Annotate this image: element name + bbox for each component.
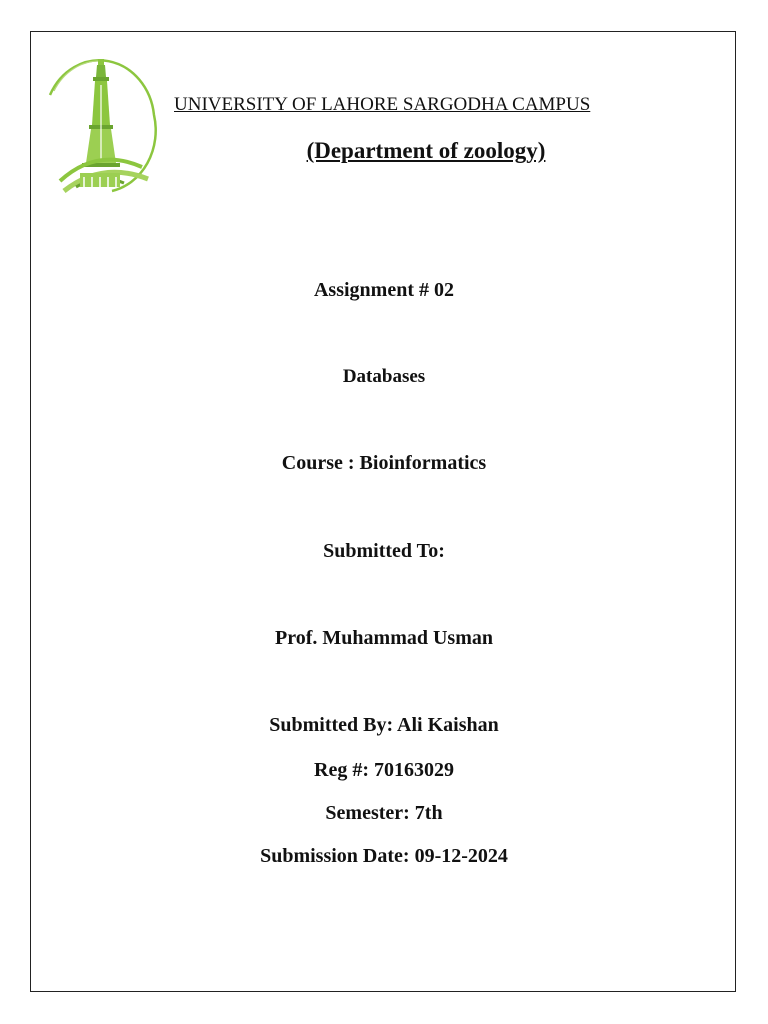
assignment-number: Assignment # 02 (313, 279, 454, 301)
submitted-to-name: Prof. Muhammad Usman (275, 627, 493, 649)
department-title: (Department of zoology) (306, 138, 546, 163)
university-logo (42, 55, 162, 195)
submitted-by: Submitted By: Ali Kaishan (269, 714, 499, 736)
minar-tower-logo-icon (42, 55, 162, 195)
submission-date: Submission Date: 09-12-2024 (260, 845, 508, 867)
submitted-to-label: Submitted To: (323, 540, 445, 562)
university-title: UNIVERSITY OF LAHORE SARGODHA CAMPUS (174, 94, 591, 115)
assignment-topic: Databases (342, 366, 426, 387)
course-name: Course : Bioinformatics (281, 452, 487, 474)
registration-number: Reg #: 70163029 (314, 759, 454, 781)
semester: Semester: 7th (325, 802, 443, 824)
